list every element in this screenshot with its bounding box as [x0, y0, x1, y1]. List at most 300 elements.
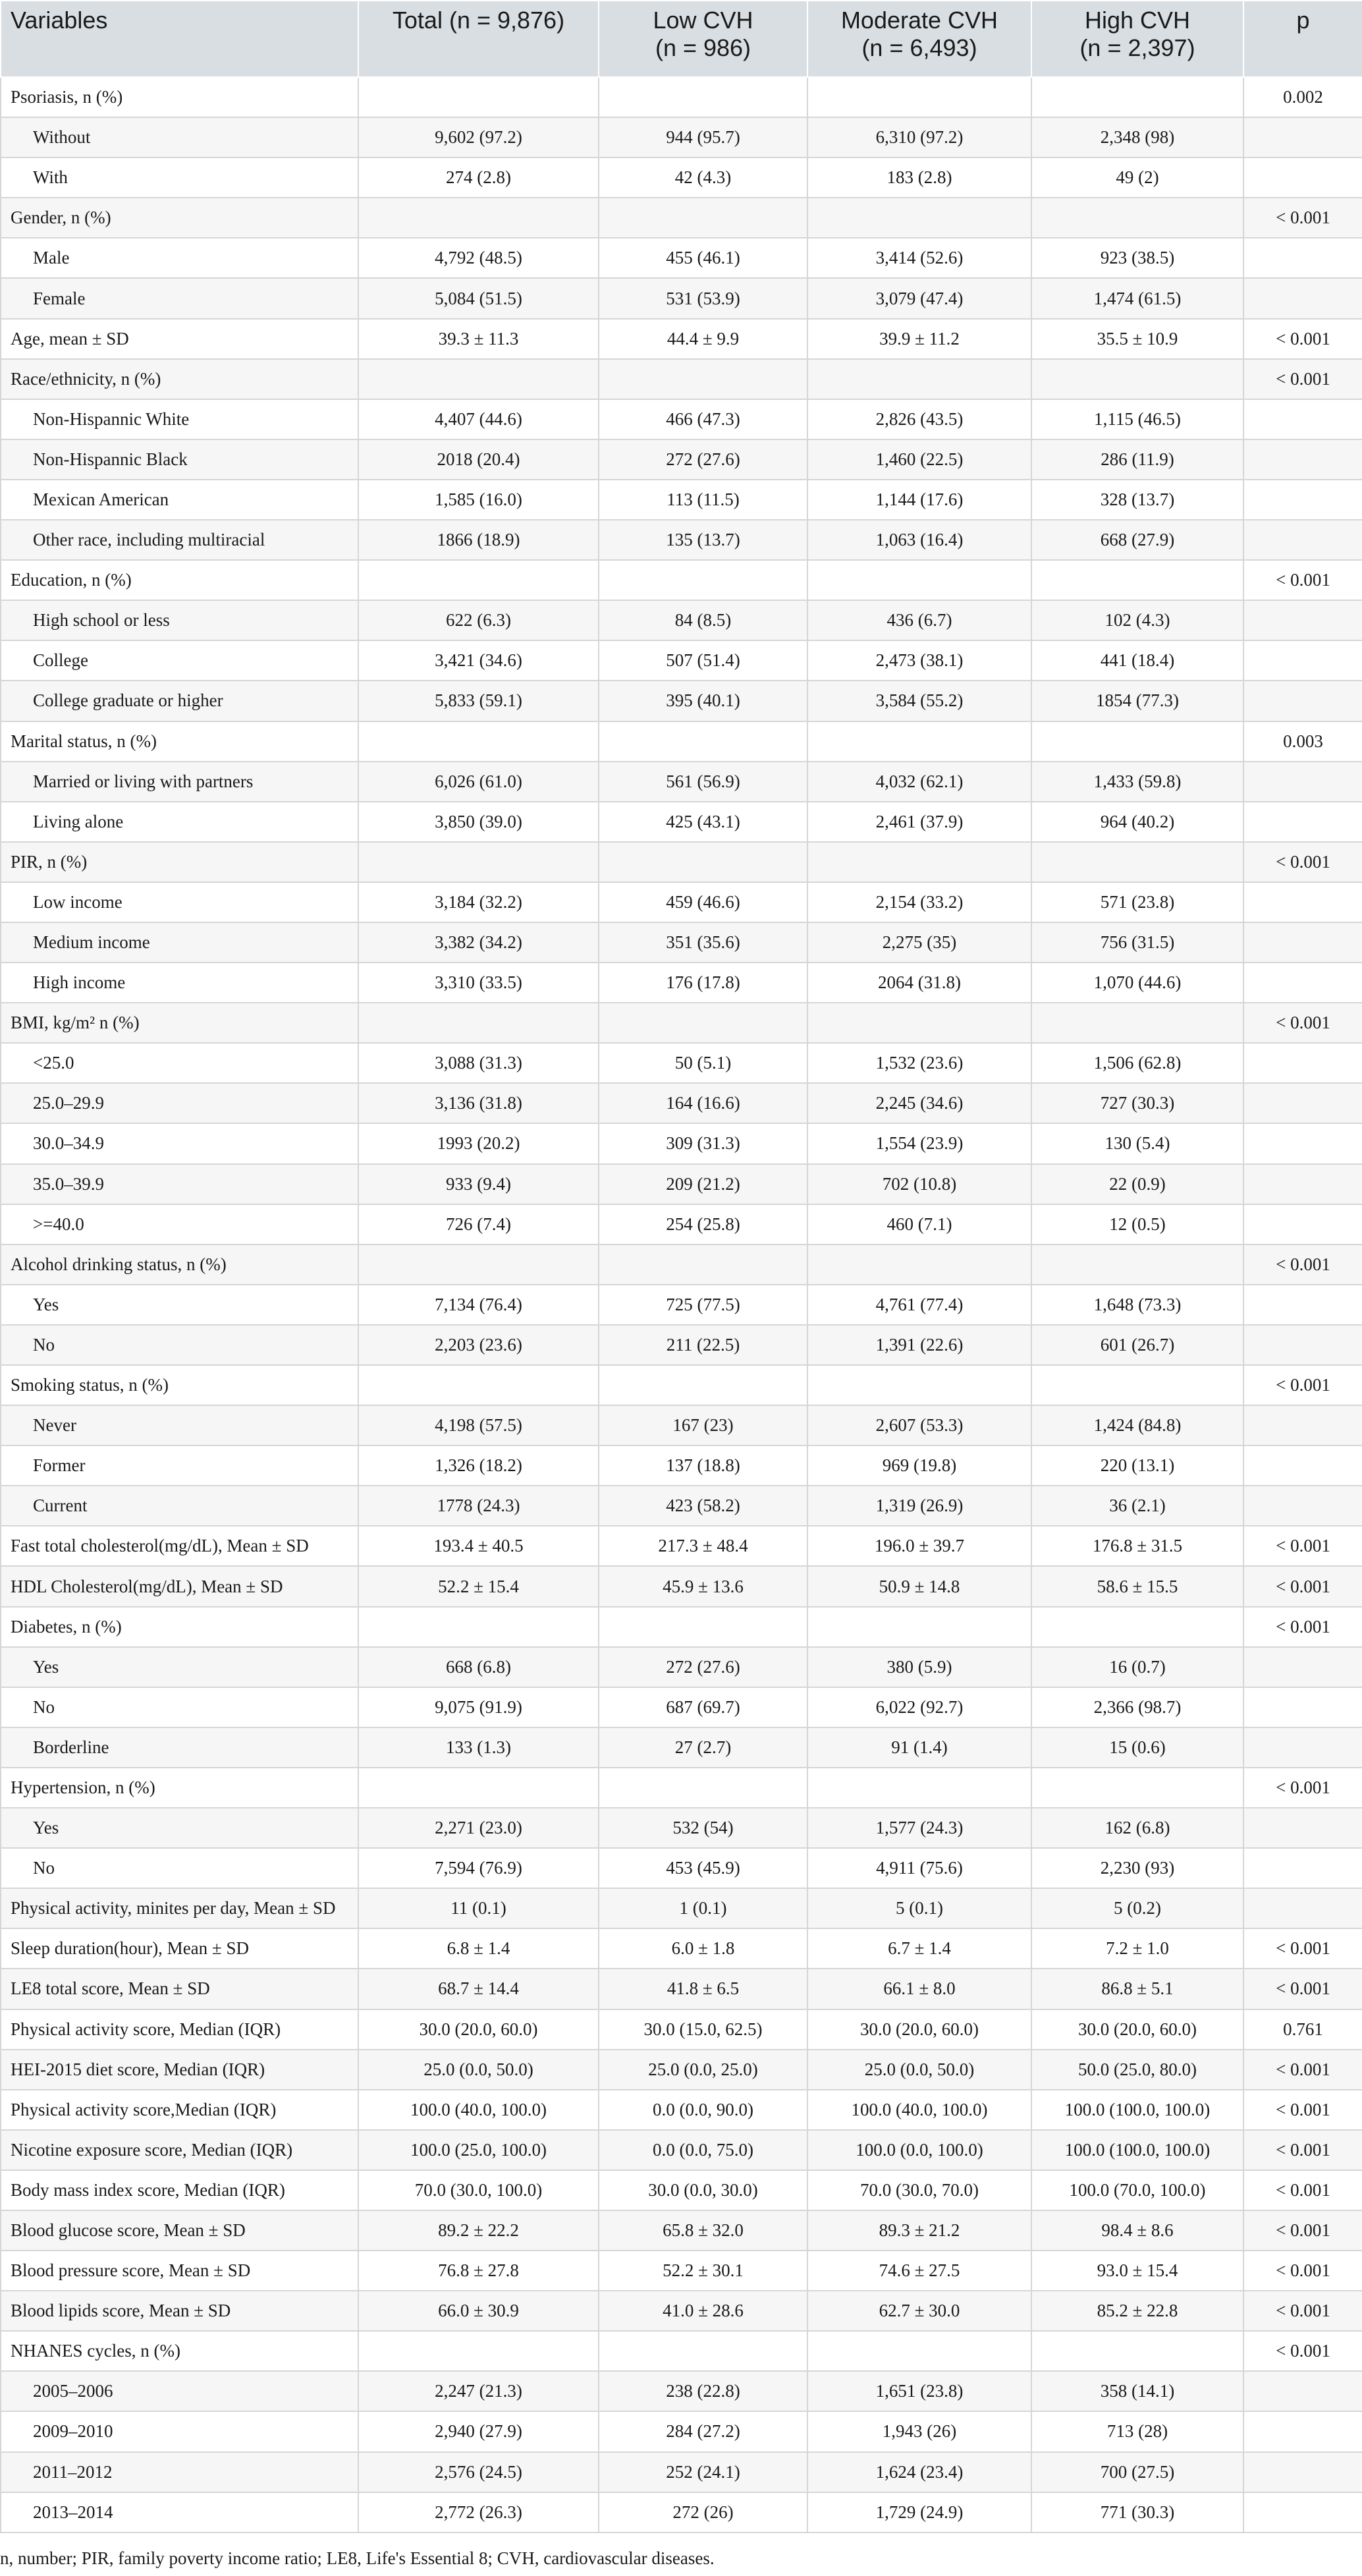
cell-high-cvh: 49 (2): [1031, 157, 1243, 198]
cell-variable: Mexican American: [1, 480, 358, 520]
cell-low-cvh: 425 (43.1): [599, 802, 807, 842]
cell-variable: Blood glucose score, Mean ± SD: [1, 2210, 358, 2251]
cell-low-cvh: 725 (77.5): [599, 1285, 807, 1325]
cell-total: 3,310 (33.5): [358, 963, 599, 1003]
cell-moderate-cvh: 100.0 (0.0, 100.0): [807, 2130, 1031, 2170]
cell-variable: Blood lipids score, Mean ± SD: [1, 2291, 358, 2331]
cell-low-cvh: 284 (27.2): [599, 2411, 807, 2451]
cell-p-value: < 0.001: [1243, 1607, 1362, 1647]
cell-low-cvh: 45.9 ± 13.6: [599, 1566, 807, 1606]
table-row: [1, 2452, 1362, 2492]
cell-variable: Body mass index score, Median (IQR): [1, 2170, 358, 2210]
cell-moderate-cvh: 1,460 (22.5): [807, 439, 1031, 480]
cell-moderate-cvh: [807, 359, 1031, 399]
cell-total: 100.0 (40.0, 100.0): [358, 2090, 599, 2130]
cell-p-value: [1243, 681, 1362, 721]
header-total: Total (n = 9,876): [358, 1, 599, 77]
table-row: [1, 2371, 1362, 2411]
cell-total: [358, 1768, 599, 1808]
cell-high-cvh: 100.0 (70.0, 100.0): [1031, 2170, 1243, 2210]
cell-p-value: < 0.001: [1243, 1768, 1362, 1808]
cell-total: 4,792 (48.5): [358, 238, 599, 278]
table-row: [1, 1285, 1362, 1325]
cell-total: [358, 2331, 599, 2371]
cell-high-cvh: 1,648 (73.3): [1031, 1285, 1243, 1325]
cell-low-cvh: [599, 2331, 807, 2371]
cell-variable: NHANES cycles, n (%): [1, 2331, 358, 2371]
cell-low-cvh: 309 (31.3): [599, 1123, 807, 1163]
cell-total: 2,247 (21.3): [358, 2371, 599, 2411]
cell-total: 3,136 (31.8): [358, 1083, 599, 1123]
cell-high-cvh: 58.6 ± 15.5: [1031, 1566, 1243, 1606]
cell-moderate-cvh: 4,761 (77.4): [807, 1285, 1031, 1325]
cell-p-value: < 0.001: [1243, 359, 1362, 399]
cell-p-value: [1243, 922, 1362, 963]
cell-low-cvh: 167 (23): [599, 1405, 807, 1445]
cell-moderate-cvh: 1,319 (26.9): [807, 1486, 1031, 1526]
table-row: [1, 1687, 1362, 1727]
cell-low-cvh: 272 (27.6): [599, 1647, 807, 1687]
table-row: [1, 2170, 1362, 2210]
cell-variable: HEI-2015 diet score, Median (IQR): [1, 2050, 358, 2090]
cell-total: [358, 359, 599, 399]
cell-high-cvh: 98.4 ± 8.6: [1031, 2210, 1243, 2251]
cell-moderate-cvh: 100.0 (40.0, 100.0): [807, 2090, 1031, 2130]
cell-moderate-cvh: 5 (0.1): [807, 1888, 1031, 1928]
table-row: [1, 1043, 1362, 1083]
cell-total: 52.2 ± 15.4: [358, 1566, 599, 1606]
cell-p-value: [1243, 2452, 1362, 2492]
cell-low-cvh: [599, 198, 807, 238]
cell-high-cvh: 727 (30.3): [1031, 1083, 1243, 1123]
cell-total: 100.0 (25.0, 100.0): [358, 2130, 599, 2170]
cell-high-cvh: 1,070 (44.6): [1031, 963, 1243, 1003]
cell-variable: Former: [1, 1445, 358, 1486]
cell-p-value: [1243, 238, 1362, 278]
header-low-cvh: Low CVH (n = 986): [599, 1, 807, 77]
cell-total: 3,184 (32.2): [358, 882, 599, 922]
cell-p-value: [1243, 2371, 1362, 2411]
cell-p-value: [1243, 1848, 1362, 1888]
table-row: [1, 2050, 1362, 2090]
table-row: [1, 1647, 1362, 1687]
cell-total: 3,421 (34.6): [358, 640, 599, 681]
cell-moderate-cvh: [807, 1365, 1031, 1405]
table-row: [1, 2411, 1362, 2451]
table-row: [1, 198, 1362, 238]
cell-high-cvh: 35.5 ± 10.9: [1031, 319, 1243, 359]
cell-total: 2018 (20.4): [358, 439, 599, 480]
cell-moderate-cvh: 1,144 (17.6): [807, 480, 1031, 520]
table-row: [1, 2492, 1362, 2533]
cell-variable: No: [1, 1325, 358, 1365]
cell-total: 193.4 ± 40.5: [358, 1526, 599, 1566]
cell-p-value: < 0.001: [1243, 1928, 1362, 1969]
table-row: [1, 399, 1362, 439]
cell-variable: 2011–2012: [1, 2452, 358, 2492]
cell-moderate-cvh: 4,032 (62.1): [807, 762, 1031, 802]
cell-p-value: < 0.001: [1243, 319, 1362, 359]
cell-high-cvh: [1031, 1768, 1243, 1808]
table-row: [1, 1245, 1362, 1285]
cell-low-cvh: 687 (69.7): [599, 1687, 807, 1727]
cell-variable: Diabetes, n (%): [1, 1607, 358, 1647]
cell-low-cvh: [599, 1003, 807, 1043]
cell-high-cvh: 2,348 (98): [1031, 117, 1243, 157]
cell-total: 1,326 (18.2): [358, 1445, 599, 1486]
cell-moderate-cvh: 2,473 (38.1): [807, 640, 1031, 681]
cell-high-cvh: 601 (26.7): [1031, 1325, 1243, 1365]
table-row: [1, 2090, 1362, 2130]
cell-moderate-cvh: 436 (6.7): [807, 600, 1031, 640]
table-row: [1, 681, 1362, 721]
cell-high-cvh: [1031, 198, 1243, 238]
cell-total: 9,075 (91.9): [358, 1687, 599, 1727]
cell-p-value: < 0.001: [1243, 1566, 1362, 1606]
cell-moderate-cvh: 74.6 ± 27.5: [807, 2251, 1031, 2291]
table-row: [1, 1526, 1362, 1566]
table-row: [1, 963, 1362, 1003]
cell-high-cvh: 176.8 ± 31.5: [1031, 1526, 1243, 1566]
cell-total: 5,084 (51.5): [358, 278, 599, 318]
cell-moderate-cvh: 2,245 (34.6): [807, 1083, 1031, 1123]
cell-variable: College: [1, 640, 358, 681]
cell-variable: 35.0–39.9: [1, 1164, 358, 1204]
cell-moderate-cvh: [807, 1245, 1031, 1285]
cell-low-cvh: 25.0 (0.0, 25.0): [599, 2050, 807, 2090]
table-footnote: n, number; PIR, family poverty income ratio; LE8, Life's Essential 8; CVH, cardiovascular diseases.: [0, 2548, 715, 2568]
cell-high-cvh: 30.0 (20.0, 60.0): [1031, 2009, 1243, 2050]
cell-moderate-cvh: 70.0 (30.0, 70.0): [807, 2170, 1031, 2210]
cell-variable: No: [1, 1687, 358, 1727]
cell-p-value: 0.761: [1243, 2009, 1362, 2050]
cell-high-cvh: 1,424 (84.8): [1031, 1405, 1243, 1445]
cell-moderate-cvh: 1,943 (26): [807, 2411, 1031, 2451]
cell-high-cvh: 1,506 (62.8): [1031, 1043, 1243, 1083]
table-row: [1, 117, 1362, 157]
table-row: [1, 1083, 1362, 1123]
cell-variable: 2013–2014: [1, 2492, 358, 2533]
table-row: [1, 2210, 1362, 2251]
cell-variable: Non-Hispannic White: [1, 399, 358, 439]
cell-moderate-cvh: [807, 198, 1031, 238]
cell-high-cvh: 100.0 (100.0, 100.0): [1031, 2130, 1243, 2170]
cell-moderate-cvh: [807, 1607, 1031, 1647]
cell-total: 1778 (24.3): [358, 1486, 599, 1526]
cell-high-cvh: [1031, 1245, 1243, 1285]
cell-low-cvh: 1 (0.1): [599, 1888, 807, 1928]
table-row: [1, 2291, 1362, 2331]
header-p-value: p: [1243, 1, 1362, 77]
cell-high-cvh: 50.0 (25.0, 80.0): [1031, 2050, 1243, 2090]
cell-moderate-cvh: 1,651 (23.8): [807, 2371, 1031, 2411]
cell-low-cvh: 211 (22.5): [599, 1325, 807, 1365]
cell-high-cvh: 85.2 ± 22.8: [1031, 2291, 1243, 2331]
cell-low-cvh: 42 (4.3): [599, 157, 807, 198]
cell-low-cvh: [599, 842, 807, 882]
cell-moderate-cvh: 1,577 (24.3): [807, 1808, 1031, 1848]
table-row: [1, 2251, 1362, 2291]
cell-low-cvh: 238 (22.8): [599, 2371, 807, 2411]
cell-total: 66.0 ± 30.9: [358, 2291, 599, 2331]
cell-total: [358, 77, 599, 117]
table-row: [1, 922, 1362, 963]
cell-p-value: < 0.001: [1243, 1526, 1362, 1566]
table-row: [1, 1848, 1362, 1888]
header-variables: Variables: [1, 1, 358, 77]
cell-variable: Physical activity score,Median (IQR): [1, 2090, 358, 2130]
cell-variable: Nicotine exposure score, Median (IQR): [1, 2130, 358, 2170]
table-row: [1, 1607, 1362, 1647]
cell-p-value: 0.002: [1243, 77, 1362, 117]
cell-p-value: < 0.001: [1243, 1365, 1362, 1405]
cell-p-value: [1243, 2492, 1362, 2533]
cell-variable: Physical activity, minites per day, Mean ± SD: [1, 1888, 358, 1928]
cell-moderate-cvh: 25.0 (0.0, 50.0): [807, 2050, 1031, 2090]
cell-high-cvh: 130 (5.4): [1031, 1123, 1243, 1163]
cell-total: 1993 (20.2): [358, 1123, 599, 1163]
cell-variable: 25.0–29.9: [1, 1083, 358, 1123]
cell-total: 7,594 (76.9): [358, 1848, 599, 1888]
cell-low-cvh: 351 (35.6): [599, 922, 807, 963]
cell-low-cvh: 459 (46.6): [599, 882, 807, 922]
table-row: [1, 1566, 1362, 1606]
cell-low-cvh: 113 (11.5): [599, 480, 807, 520]
cell-moderate-cvh: 702 (10.8): [807, 1164, 1031, 1204]
cell-high-cvh: 1,115 (46.5): [1031, 399, 1243, 439]
cell-variable: Age, mean ± SD: [1, 319, 358, 359]
cell-variable: Psoriasis, n (%): [1, 77, 358, 117]
cell-moderate-cvh: 2,154 (33.2): [807, 882, 1031, 922]
table-row: [1, 278, 1362, 318]
cell-variable: Never: [1, 1405, 358, 1445]
cell-p-value: < 0.001: [1243, 2090, 1362, 2130]
cell-total: 2,772 (26.3): [358, 2492, 599, 2533]
cell-total: 7,134 (76.4): [358, 1285, 599, 1325]
cell-low-cvh: 65.8 ± 32.0: [599, 2210, 807, 2251]
table-row: [1, 1888, 1362, 1928]
table-row: [1, 721, 1362, 762]
cell-high-cvh: 713 (28): [1031, 2411, 1243, 2451]
cell-p-value: < 0.001: [1243, 560, 1362, 600]
table-row: [1, 1365, 1362, 1405]
cell-high-cvh: [1031, 1003, 1243, 1043]
cell-high-cvh: 22 (0.9): [1031, 1164, 1243, 1204]
cell-low-cvh: 30.0 (15.0, 62.5): [599, 2009, 807, 2050]
cell-low-cvh: 41.8 ± 6.5: [599, 1969, 807, 2009]
table-row: [1, 882, 1362, 922]
cell-p-value: [1243, 278, 1362, 318]
cell-high-cvh: [1031, 560, 1243, 600]
cell-high-cvh: 16 (0.7): [1031, 1647, 1243, 1687]
cell-variable: Sleep duration(hour), Mean ± SD: [1, 1928, 358, 1969]
cell-p-value: [1243, 1727, 1362, 1768]
cell-total: 2,576 (24.5): [358, 2452, 599, 2492]
table-body: [1, 77, 1362, 2533]
cell-p-value: < 0.001: [1243, 2210, 1362, 2251]
cell-variable: Yes: [1, 1647, 358, 1687]
cell-low-cvh: [599, 1245, 807, 1285]
cell-variable: High income: [1, 963, 358, 1003]
cell-high-cvh: 756 (31.5): [1031, 922, 1243, 963]
cell-high-cvh: 1,474 (61.5): [1031, 278, 1243, 318]
table-row: [1, 157, 1362, 198]
cell-moderate-cvh: [807, 77, 1031, 117]
cell-variable: Low income: [1, 882, 358, 922]
cell-p-value: [1243, 1204, 1362, 1245]
cell-low-cvh: 561 (56.9): [599, 762, 807, 802]
cell-p-value: [1243, 640, 1362, 681]
cell-total: 668 (6.8): [358, 1647, 599, 1687]
cell-p-value: < 0.001: [1243, 2331, 1362, 2371]
cell-p-value: < 0.001: [1243, 198, 1362, 238]
cell-p-value: [1243, 520, 1362, 560]
cell-total: 30.0 (20.0, 60.0): [358, 2009, 599, 2050]
cell-moderate-cvh: 1,063 (16.4): [807, 520, 1031, 560]
cell-total: 274 (2.8): [358, 157, 599, 198]
cell-high-cvh: 1854 (77.3): [1031, 681, 1243, 721]
cell-high-cvh: 86.8 ± 5.1: [1031, 1969, 1243, 2009]
table-row: [1, 2009, 1362, 2050]
cell-p-value: [1243, 802, 1362, 842]
cell-moderate-cvh: 1,729 (24.9): [807, 2492, 1031, 2533]
cell-low-cvh: 135 (13.7): [599, 520, 807, 560]
cell-moderate-cvh: [807, 721, 1031, 762]
cell-p-value: [1243, 1687, 1362, 1727]
cell-low-cvh: [599, 77, 807, 117]
cell-variable: No: [1, 1848, 358, 1888]
cell-low-cvh: 27 (2.7): [599, 1727, 807, 1768]
cell-variable: Race/ethnicity, n (%): [1, 359, 358, 399]
cell-moderate-cvh: 2,275 (35): [807, 922, 1031, 963]
cell-high-cvh: [1031, 1365, 1243, 1405]
cell-variable: Borderline: [1, 1727, 358, 1768]
table-row: [1, 1325, 1362, 1365]
cell-high-cvh: [1031, 359, 1243, 399]
cell-low-cvh: 0.0 (0.0, 75.0): [599, 2130, 807, 2170]
cell-p-value: [1243, 117, 1362, 157]
table-row: [1, 359, 1362, 399]
cell-high-cvh: 93.0 ± 15.4: [1031, 2251, 1243, 2291]
cell-variable: Married or living with partners: [1, 762, 358, 802]
cell-variable: 2005–2006: [1, 2371, 358, 2411]
cell-high-cvh: 2,366 (98.7): [1031, 1687, 1243, 1727]
cell-low-cvh: 0.0 (0.0, 90.0): [599, 2090, 807, 2130]
cell-moderate-cvh: 6,022 (92.7): [807, 1687, 1031, 1727]
cell-moderate-cvh: [807, 560, 1031, 600]
cell-high-cvh: 36 (2.1): [1031, 1486, 1243, 1526]
cell-variable: BMI, kg/m² n (%): [1, 1003, 358, 1043]
cell-p-value: < 0.001: [1243, 2291, 1362, 2331]
cell-low-cvh: 137 (18.8): [599, 1445, 807, 1486]
table-row: [1, 1003, 1362, 1043]
cell-p-value: [1243, 600, 1362, 640]
table-row: [1, 802, 1362, 842]
cell-variable: <25.0: [1, 1043, 358, 1083]
table-row: [1, 1164, 1362, 1204]
cell-low-cvh: 272 (26): [599, 2492, 807, 2533]
cell-high-cvh: 162 (6.8): [1031, 1808, 1243, 1848]
cell-total: 70.0 (30.0, 100.0): [358, 2170, 599, 2210]
cell-variable: Gender, n (%): [1, 198, 358, 238]
cell-total: 2,203 (23.6): [358, 1325, 599, 1365]
cell-high-cvh: [1031, 842, 1243, 882]
cell-low-cvh: 217.3 ± 48.4: [599, 1526, 807, 1566]
cell-low-cvh: 41.0 ± 28.6: [599, 2291, 807, 2331]
cell-p-value: [1243, 1083, 1362, 1123]
cell-total: 11 (0.1): [358, 1888, 599, 1928]
cell-total: 68.7 ± 14.4: [358, 1969, 599, 2009]
cell-high-cvh: 328 (13.7): [1031, 480, 1243, 520]
cell-variable: Without: [1, 117, 358, 157]
table-row: [1, 1486, 1362, 1526]
cell-total: 933 (9.4): [358, 1164, 599, 1204]
cell-total: [358, 198, 599, 238]
cell-low-cvh: 531 (53.9): [599, 278, 807, 318]
cell-low-cvh: 944 (95.7): [599, 117, 807, 157]
cell-low-cvh: 423 (58.2): [599, 1486, 807, 1526]
table-row: [1, 1768, 1362, 1808]
cell-moderate-cvh: 3,584 (55.2): [807, 681, 1031, 721]
cell-total: 3,850 (39.0): [358, 802, 599, 842]
cell-low-cvh: 6.0 ± 1.8: [599, 1928, 807, 1969]
cell-high-cvh: 286 (11.9): [1031, 439, 1243, 480]
cell-variable: Fast total cholesterol(mg/dL), Mean ± SD: [1, 1526, 358, 1566]
cell-moderate-cvh: [807, 1003, 1031, 1043]
cell-low-cvh: 44.4 ± 9.9: [599, 319, 807, 359]
cell-moderate-cvh: 39.9 ± 11.2: [807, 319, 1031, 359]
cell-p-value: [1243, 1445, 1362, 1486]
cell-total: 6,026 (61.0): [358, 762, 599, 802]
cell-variable: Blood pressure score, Mean ± SD: [1, 2251, 358, 2291]
cell-low-cvh: [599, 560, 807, 600]
cell-low-cvh: 395 (40.1): [599, 681, 807, 721]
cell-total: [358, 1365, 599, 1405]
cell-high-cvh: 220 (13.1): [1031, 1445, 1243, 1486]
cell-moderate-cvh: 2,607 (53.3): [807, 1405, 1031, 1445]
cell-variable: Female: [1, 278, 358, 318]
table-row: [1, 1969, 1362, 2009]
cell-p-value: [1243, 1647, 1362, 1687]
cell-total: 3,088 (31.3): [358, 1043, 599, 1083]
cell-low-cvh: 532 (54): [599, 1808, 807, 1848]
cell-low-cvh: 455 (46.1): [599, 238, 807, 278]
cell-low-cvh: 507 (51.4): [599, 640, 807, 681]
cell-low-cvh: 209 (21.2): [599, 1164, 807, 1204]
cell-p-value: [1243, 1808, 1362, 1848]
cell-low-cvh: 252 (24.1): [599, 2452, 807, 2492]
cell-moderate-cvh: 969 (19.8): [807, 1445, 1031, 1486]
cell-variable: Non-Hispannic Black: [1, 439, 358, 480]
cell-variable: Physical activity score, Median (IQR): [1, 2009, 358, 2050]
cell-p-value: [1243, 1123, 1362, 1163]
cell-high-cvh: [1031, 77, 1243, 117]
cell-total: 89.2 ± 22.2: [358, 2210, 599, 2251]
cell-high-cvh: 964 (40.2): [1031, 802, 1243, 842]
cell-p-value: [1243, 480, 1362, 520]
cell-low-cvh: 50 (5.1): [599, 1043, 807, 1083]
cell-moderate-cvh: 1,554 (23.9): [807, 1123, 1031, 1163]
cell-total: 9,602 (97.2): [358, 117, 599, 157]
cell-variable: College graduate or higher: [1, 681, 358, 721]
cell-variable: Current: [1, 1486, 358, 1526]
cell-p-value: [1243, 1888, 1362, 1928]
cell-low-cvh: [599, 1365, 807, 1405]
cell-total: 3,382 (34.2): [358, 922, 599, 963]
cell-variable: Hypertension, n (%): [1, 1768, 358, 1808]
cell-low-cvh: 84 (8.5): [599, 600, 807, 640]
cell-total: 622 (6.3): [358, 600, 599, 640]
